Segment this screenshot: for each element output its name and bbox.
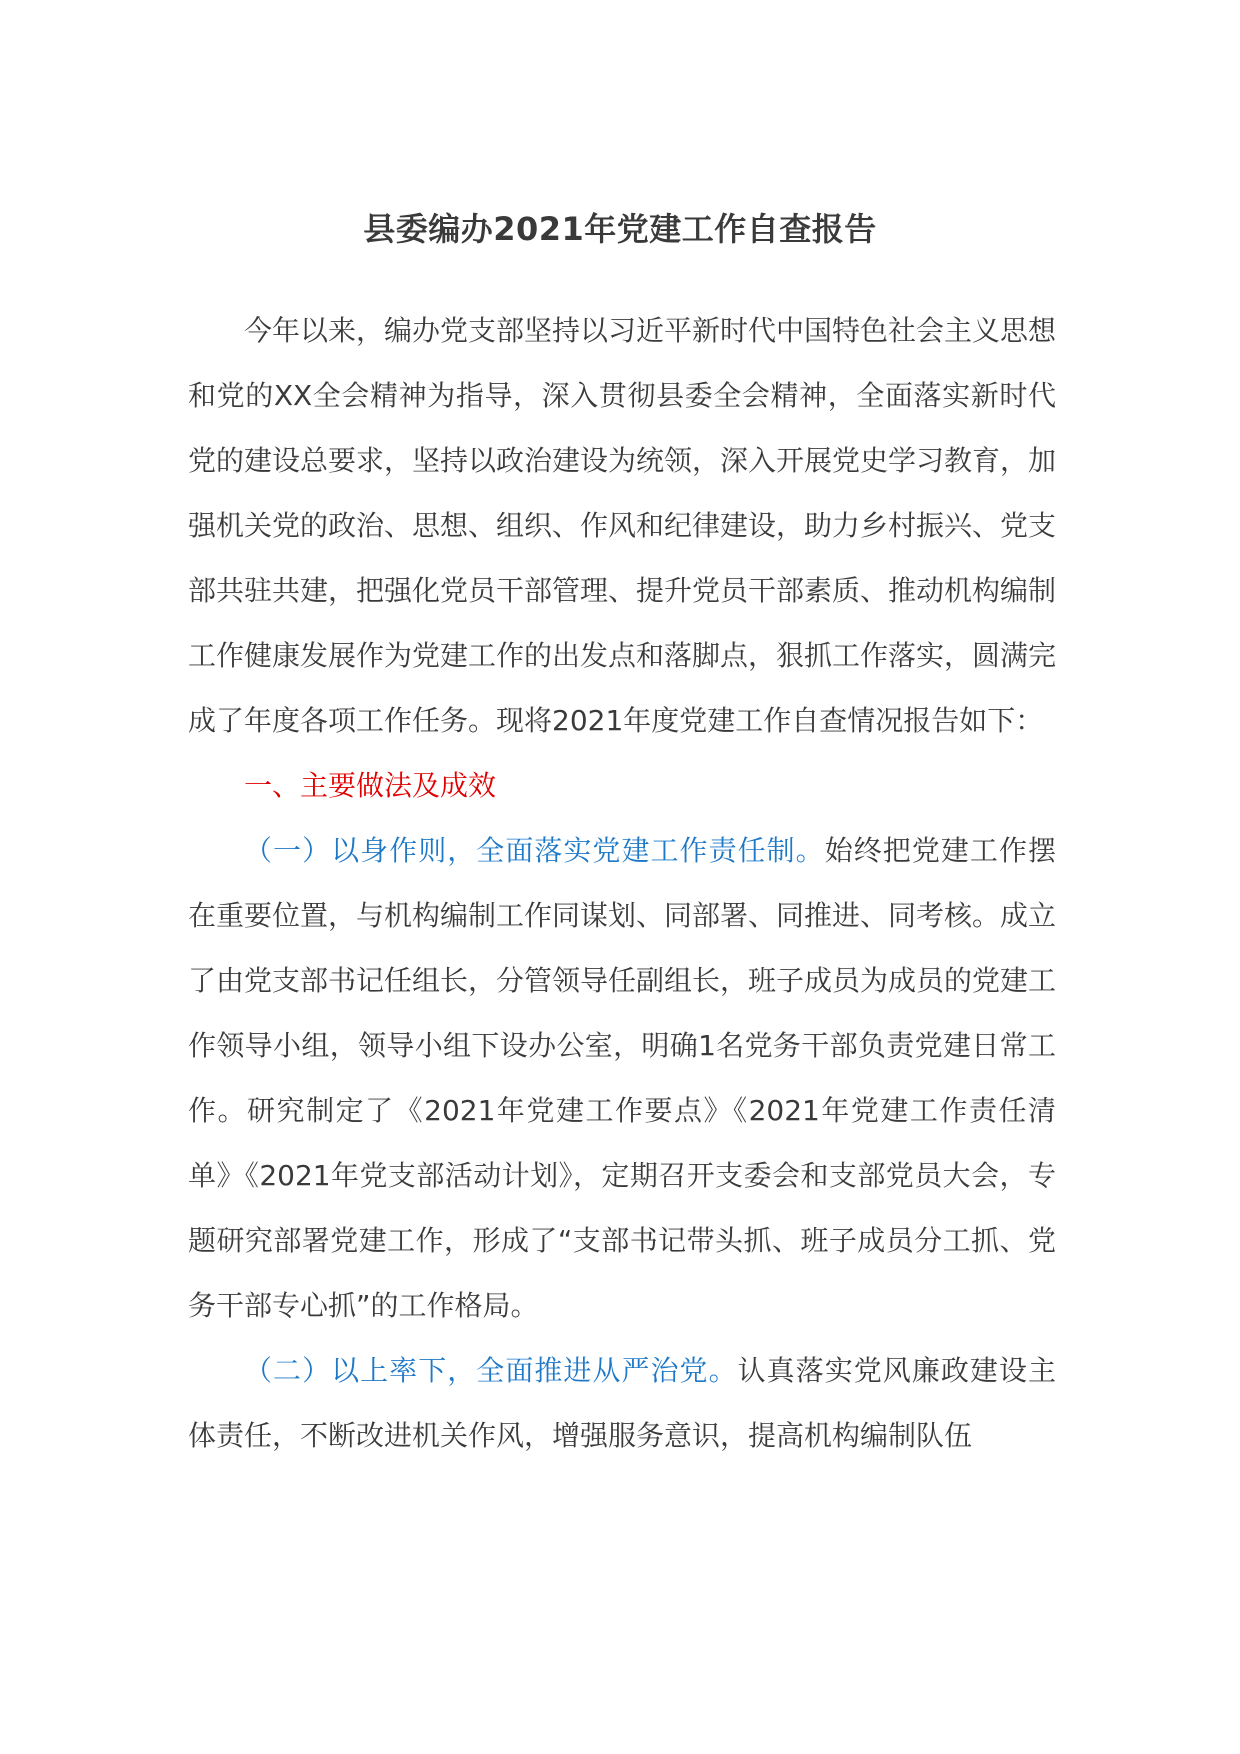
subsection-1-heading: （一）以身作则，全面落实党建工作责任制。 <box>244 834 825 867</box>
subsection-2-body: 认真落实党风廉政建设主体责任，不断改进机关作风，增强服务意识，提高机构编制队伍 <box>188 1354 1056 1452</box>
subsection-2-paragraph <box>188 1338 1056 1468</box>
section-heading: 一、主要做法及成效 <box>244 769 497 802</box>
subsection-2-heading: （二）以上率下，全面推进从严治党。 <box>244 1354 738 1387</box>
document-title: 县委编办2021年党建工作自查报告 <box>363 210 877 248</box>
intro-paragraph: 今年以来，编办党支部坚持以习近平新时代中国特色社会主义思想和党的XX全会精神为指导，深入贯彻县委全会精神，全面落实新时代党的建设总要求，坚持以政治建设为统领，深入开展党史学习教育，加强机关党的政治、思想、组织、作风和纪律建设，助力乡村振兴、党支部共驻共建，把强化党员干部管理、提升党员干部素质、推动机构编制工作健康发展作为党建工作的出发点和落脚点，狠抓工作落实，圆满完成了年度各项工作任务。现将2021年度党建工作自查情况报告如下： <box>188 314 1057 737</box>
subsection-1-paragraph <box>188 818 1056 1338</box>
document-body <box>188 298 1056 1468</box>
subsection-1-body: 始终把党建工作摆在重要位置，与机构编制工作同谋划、同部署、同推进、同考核。成立了由党支部书记任组长，分管领导任副组长，班子成员为成员的党建工作领导小组，领导小组下设办公室，明确1名党务干部负责党建日常工作。研究制定了《2021年党建工作要点》《2021年党建工作责任清单》《2021年党支部活动计划》，定期召开支委会和支部党员大会，专题研究部署党建工作，形成了“支部书记带头抓、班子成员分工抓、党务干部专心抓”的工作格局。 <box>188 834 1057 1322</box>
